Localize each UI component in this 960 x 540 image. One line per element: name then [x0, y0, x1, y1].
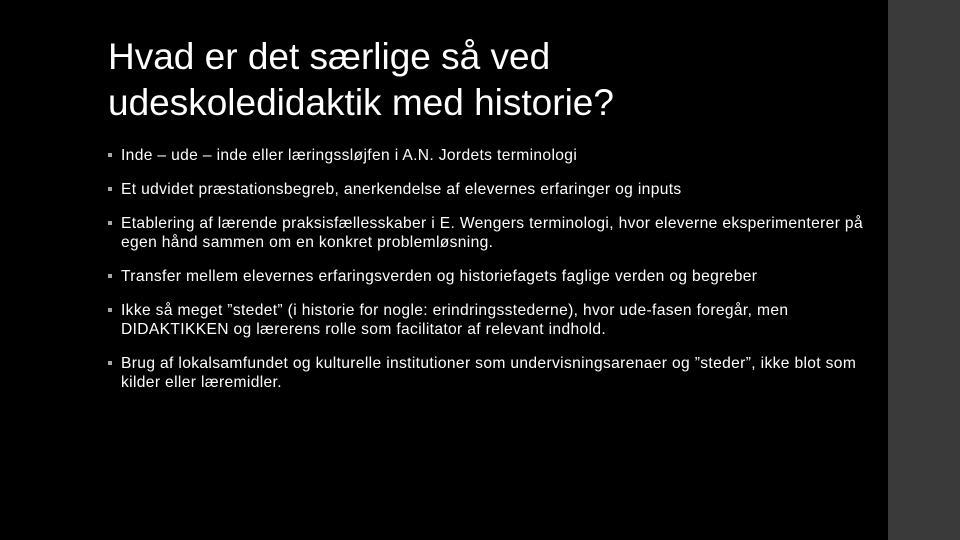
bullet-text: Etablering af lærende praksisfællesskaber i E. Wengers terminologi, hvor eleverne eksperimenterer på egen hånd sammen om en konkret problemløsning.	[121, 215, 863, 251]
bullet-item	[108, 267, 868, 286]
square-bullet-icon	[108, 361, 112, 365]
bullet-list	[108, 146, 868, 407]
bullet-text: Et udvidet præstationsbegreb, anerkendelse af elevernes erfaringer og inputs	[121, 181, 682, 198]
side-bar	[888, 0, 960, 540]
bullet-text: Ikke så meget ”stedet” (i historie for nogle: erindringsstederne), hvor ude-fasen foregår, men DIDAKTIKKEN og lærerens rolle som facilitator af relevant indhold.	[121, 302, 789, 338]
bullet-item	[108, 301, 868, 339]
bullet-text: Transfer mellem elevernes erfaringsverden og historiefagets faglige verden og begreber	[121, 268, 758, 285]
square-bullet-icon	[108, 187, 112, 191]
square-bullet-icon	[108, 221, 112, 225]
slide-title	[108, 34, 848, 126]
bullet-item	[108, 354, 868, 392]
square-bullet-icon	[108, 308, 112, 312]
slide-title-line-2: udeskoledidaktik med historie?	[108, 82, 614, 123]
square-bullet-icon	[108, 153, 112, 157]
bullet-item	[108, 146, 868, 165]
bullet-item	[108, 180, 868, 199]
square-bullet-icon	[108, 274, 112, 278]
slide-title-line-1: Hvad er det særlige så ved	[108, 36, 551, 77]
bullet-text: Inde – ude – inde eller læringssløjfen i A.N. Jordets terminologi	[121, 147, 578, 164]
bullet-text: Brug af lokalsamfundet og kulturelle institutioner som undervisningsarenaer og ”steder”, ikke blot som kilder eller læremidler.	[121, 355, 857, 391]
bullet-item	[108, 214, 868, 252]
